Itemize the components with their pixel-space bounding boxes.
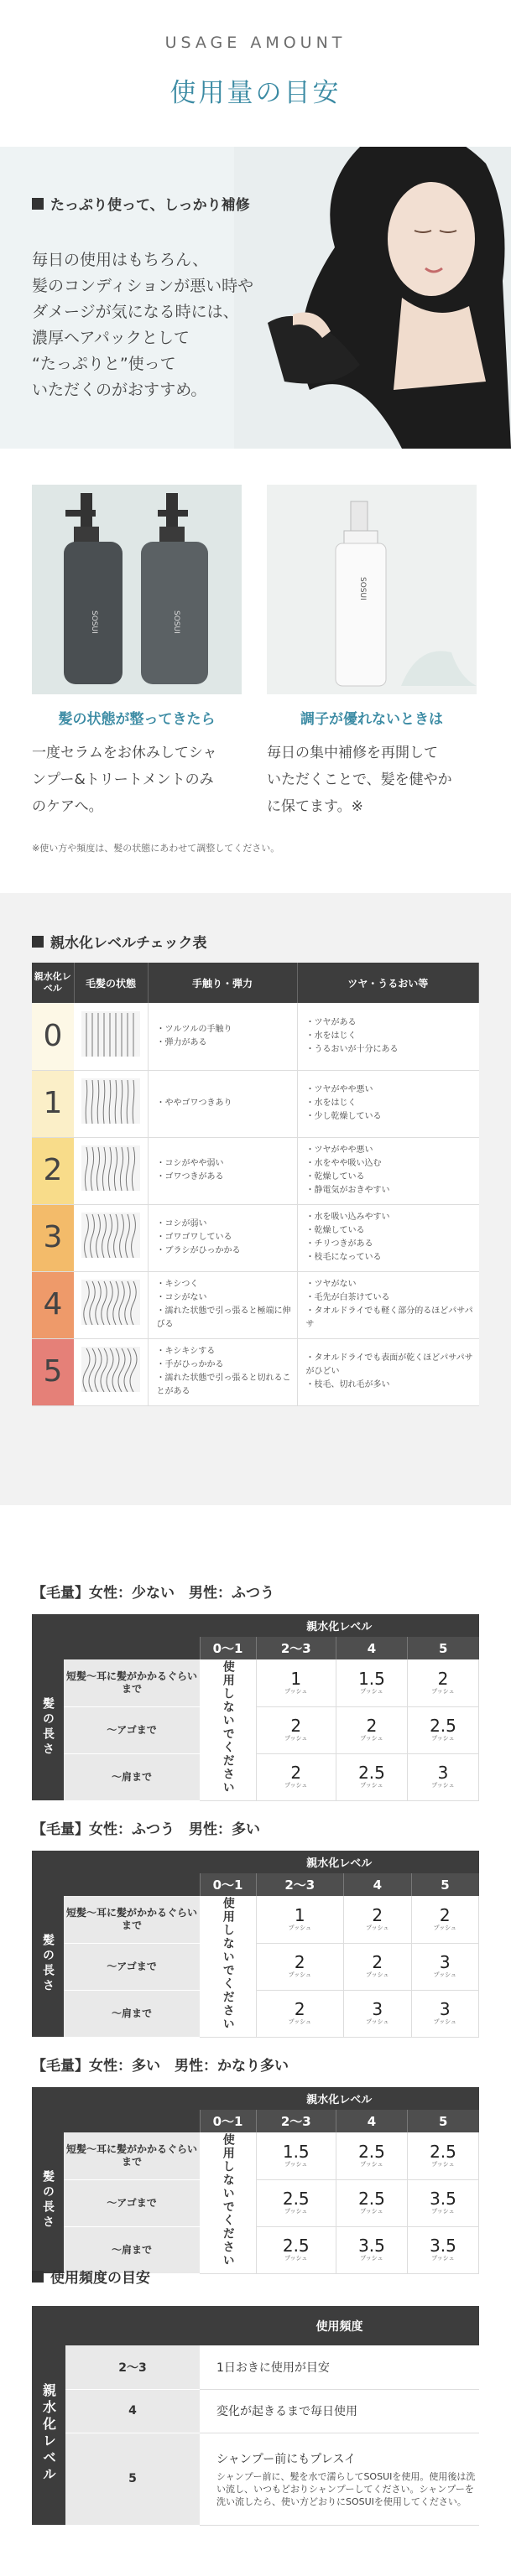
push-count-cell: 2 プッシュ	[336, 1706, 408, 1753]
push-count-cell: 3.5 プッシュ	[407, 2179, 478, 2226]
hair-state-cell	[74, 1137, 148, 1204]
hero-body-text: 毎日の使用はもちろん、 髪のコンディションが悪い時や ダメージが気になる時には、 濃厚ヘアパックとして “たっぷりと”使って いただくのがおすすめ。	[32, 251, 254, 399]
push-count-cell: 2.5 プッシュ	[407, 1706, 478, 1753]
amount-level-col: 5	[407, 2110, 478, 2132]
hair-length-row: 〜アゴまで	[64, 2179, 200, 2226]
check-row	[32, 1204, 479, 1271]
frequency-text: 1日おきに使用が目安	[200, 2345, 479, 2389]
push-count-cell: 2.5 プッシュ	[256, 2179, 336, 2226]
hero-heading: たっぷり使って、しっかり補修	[32, 193, 250, 214]
square-bullet-icon	[32, 198, 44, 210]
push-count-cell: 1 プッシュ	[256, 1896, 344, 1943]
push-count-cell: 1 プッシュ	[256, 1659, 336, 1706]
amount-level-header: 親水化レベル	[200, 2087, 479, 2110]
frequency-text: 変化が起きるまで毎日使用	[200, 2389, 479, 2433]
amount-corner	[32, 1614, 200, 1659]
hair-length-row: 〜肩まで	[64, 1990, 200, 2037]
push-count-cell: 2 プッシュ	[256, 1706, 336, 1753]
feel-cell: ・ツルツルの手触り ・弾力がある	[148, 1003, 297, 1070]
frequency-table	[32, 2306, 479, 2526]
svg-text:SOSUI: SOSUI	[172, 610, 180, 634]
hair-length-row: 〜アゴまで	[64, 1706, 200, 1753]
dark-bottles-icon	[32, 485, 242, 694]
svg-text:SOSUI: SOSUI	[90, 610, 98, 634]
push-count-cell: 2.5 プッシュ	[336, 1753, 408, 1800]
left-product-caption: 髪の状態が整ってきたら	[58, 711, 216, 728]
gloss-cell: ・水を吸い込みやすい ・乾燥している ・チリつきがある ・枝毛になっている	[297, 1204, 479, 1271]
not-used-cell: 使用しないでください	[200, 1896, 256, 2037]
left-product-text: 一度セラムをお休みしてシャ ンプー&トリートメントのみ のケアへ。	[32, 745, 217, 815]
not-used-cell: 使用しないでください	[200, 1659, 256, 1800]
amount-level-header: 親水化レベル	[200, 1614, 479, 1637]
amount-level-col: 4	[336, 2110, 408, 2132]
hair-length-row: 短髪〜耳に髪がかかるぐらいまで	[64, 1659, 200, 1706]
right-product-caption: 調子が優れないときは	[300, 711, 443, 728]
amount-level-col: 2〜3	[256, 1873, 344, 1896]
push-count-cell: 2 プッシュ	[411, 1896, 478, 1943]
col-feel: 手触り・弾力	[148, 963, 297, 1003]
amount-level-col: 2〜3	[256, 2110, 336, 2132]
usage-note: ※使い方や頻度は、髪の状態にあわせて調整してください。	[32, 843, 280, 854]
amount-level-col: 2〜3	[256, 1637, 336, 1659]
gloss-cell: ・ツヤがない ・毛先が白茶けている ・タオルドライでも軽く部分的るほどパサパサ	[297, 1271, 479, 1338]
check-row	[32, 1070, 479, 1137]
feel-cell: ・コシがやや弱い ・ゴワつきがある	[148, 1137, 297, 1204]
amount-corner	[32, 1851, 200, 1896]
check-row	[32, 1003, 479, 1070]
push-count-cell: 2.5 プッシュ	[256, 2226, 336, 2273]
frequency-corner	[32, 2306, 200, 2345]
hair-state-cell	[74, 1204, 148, 1271]
level-number: 0	[32, 1003, 74, 1070]
amount-level-col: 4	[336, 1637, 408, 1659]
push-count-cell: 2 プッシュ	[256, 1990, 344, 2037]
amount-table-title: 【毛量】女性：少ない 男性：ふつう	[32, 1585, 274, 1602]
amount-level-col: 5	[407, 1637, 478, 1659]
hair-length-row: 短髪〜耳に髪がかかるぐらいまで	[64, 2132, 200, 2179]
hair-strand-icon	[81, 1280, 140, 1325]
white-bottle-icon	[267, 485, 477, 694]
level-check-table	[32, 963, 479, 1406]
frequency-level: 2〜3	[65, 2345, 200, 2389]
level-number: 2	[32, 1137, 74, 1204]
push-count-cell: 3 プッシュ	[411, 1990, 478, 2037]
frequency-text: シャンプー前にもプレスイ シャンプー前に、髪を水で濡らしてSOSUIを使用。使用後は洗い流し、いつもどおりシャンプーしてください。シャンプーを洗い流したら、使い方どおりにSOSUIを使用してください。	[200, 2433, 479, 2525]
not-used-cell: 使用しないでください	[200, 2132, 256, 2273]
hair-strand-icon	[81, 1145, 140, 1191]
push-count-cell: 2.5 プッシュ	[407, 2132, 478, 2179]
right-product-text: 毎日の集中補修を再開して いただくことで、髪を健やか に保てます。※	[267, 745, 452, 815]
frequency-side-label: 親水化レベル	[32, 2345, 65, 2525]
hair-state-cell	[74, 1070, 148, 1137]
push-count-cell: 2.5 プッシュ	[336, 2179, 408, 2226]
square-bullet-icon	[32, 2271, 44, 2283]
feel-cell: ・キシつく ・コシがない ・濡れた状態で引っ張ると極端に伸びる	[148, 1271, 297, 1338]
amount-table-title: 【毛量】女性：ふつう 男性：多い	[32, 1821, 260, 1838]
hero-section	[0, 147, 511, 449]
push-count-cell: 3 プッシュ	[344, 1990, 411, 2037]
hair-strand-icon	[81, 1347, 140, 1392]
push-count-cell: 1.5 プッシュ	[256, 2132, 336, 2179]
hair-length-row: 〜アゴまで	[64, 1943, 200, 1990]
frequency-column-header: 使用頻度	[200, 2306, 479, 2345]
check-heading: 親水化レベルチェック表	[32, 931, 207, 952]
gloss-cell: ・タオルドライでも表面が乾くほどパサパサがひどい ・枝毛、切れ毛が多い	[297, 1338, 479, 1405]
amount-level-col: 4	[344, 1873, 411, 1896]
serum-bottles-image	[32, 485, 242, 694]
amount-level-col: 0〜1	[200, 2110, 256, 2132]
gloss-cell: ・ツヤがある ・水をはじく ・うるおいが十分にある	[297, 1003, 479, 1070]
check-row	[32, 1338, 479, 1405]
amount-corner	[32, 2087, 200, 2132]
amount-table	[32, 1851, 479, 2038]
serum-white-bottle-image	[267, 485, 477, 694]
col-level: 親水化レベル	[32, 963, 74, 1003]
push-count-cell: 2 プッシュ	[256, 1753, 336, 1800]
amount-table-title: 【毛量】女性：多い 男性：かなり多い	[32, 2058, 289, 2075]
hair-strand-icon	[81, 1078, 140, 1124]
hair-strand-icon	[81, 1011, 140, 1057]
amount-level-col: 5	[411, 1873, 478, 1896]
hair-strand-icon	[81, 1213, 140, 1258]
amount-table	[32, 1614, 479, 1801]
level-number: 5	[32, 1338, 74, 1405]
amount-table	[32, 2087, 479, 2274]
feel-cell: ・コシが弱い ・ゴワゴワしている ・ブラシがひっかかる	[148, 1204, 297, 1271]
check-row	[32, 1137, 479, 1204]
eyebrow-text: USAGE AMOUNT	[164, 34, 347, 52]
gloss-cell: ・ツヤがやや悪い ・水をやや吸い込む ・乾燥している ・静電気がおきやすい	[297, 1137, 479, 1204]
svg-text:SOSUI: SOSUI	[358, 577, 367, 600]
level-number: 4	[32, 1271, 74, 1338]
push-count-cell: 3 プッシュ	[407, 1753, 478, 1800]
push-count-cell: 3 プッシュ	[411, 1943, 478, 1990]
push-count-cell: 2.5 プッシュ	[336, 2132, 408, 2179]
square-bullet-icon	[32, 936, 44, 948]
push-count-cell: 2 プッシュ	[344, 1896, 411, 1943]
hair-length-label: 髪の長さ	[32, 1659, 64, 1800]
frequency-level: 5	[65, 2433, 200, 2525]
level-number: 3	[32, 1204, 74, 1271]
push-count-cell: 2 プッシュ	[407, 1659, 478, 1706]
amount-level-col: 0〜1	[200, 1873, 256, 1896]
push-count-cell: 2 プッシュ	[344, 1943, 411, 1990]
feel-cell: ・キシキシする ・手がひっかかる ・濡れた状態で引っ張ると切れることがある	[148, 1338, 297, 1405]
amount-level-header: 親水化レベル	[200, 1851, 479, 1873]
gloss-cell: ・ツヤがやや悪い ・水をはじく ・少し乾燥している	[297, 1070, 479, 1137]
hair-length-label: 髪の長さ	[32, 1896, 64, 2037]
push-count-cell: 1.5 プッシュ	[336, 1659, 408, 1706]
push-count-cell: 3.5 プッシュ	[407, 2226, 478, 2273]
amount-level-col: 0〜1	[200, 1637, 256, 1659]
hair-length-label: 髪の長さ	[32, 2132, 64, 2273]
frequency-level: 4	[65, 2389, 200, 2433]
hair-length-row: 短髪〜耳に髪がかかるぐらいまで	[64, 1896, 200, 1943]
page-title: 使用量の目安	[169, 78, 342, 108]
check-row	[32, 1271, 479, 1338]
woman-hair-photo	[234, 147, 511, 449]
push-count-cell: 3.5 プッシュ	[336, 2226, 408, 2273]
col-gloss: ツヤ・うるおい等	[297, 963, 479, 1003]
hair-state-cell	[74, 1003, 148, 1070]
frequency-heading: 使用頻度の目安	[32, 2266, 150, 2287]
push-count-cell: 2 プッシュ	[256, 1943, 344, 1990]
level-number: 1	[32, 1070, 74, 1137]
hair-state-cell	[74, 1338, 148, 1405]
hair-state-cell	[74, 1271, 148, 1338]
col-hair-state: 毛髪の状態	[74, 963, 148, 1003]
frequency-detail: シャンプー前に、髪を水で濡らしてSOSUIを使用。使用後は洗い流し、いつもどおりシャンプーしてください。シャンプーを洗い流したら、使い方どおりにSOSUIを使用してください。	[216, 2470, 476, 2507]
hair-length-row: 〜肩まで	[64, 2226, 200, 2273]
hair-length-row: 〜肩まで	[64, 1753, 200, 1800]
feel-cell: ・ややゴワつきあり	[148, 1070, 297, 1137]
